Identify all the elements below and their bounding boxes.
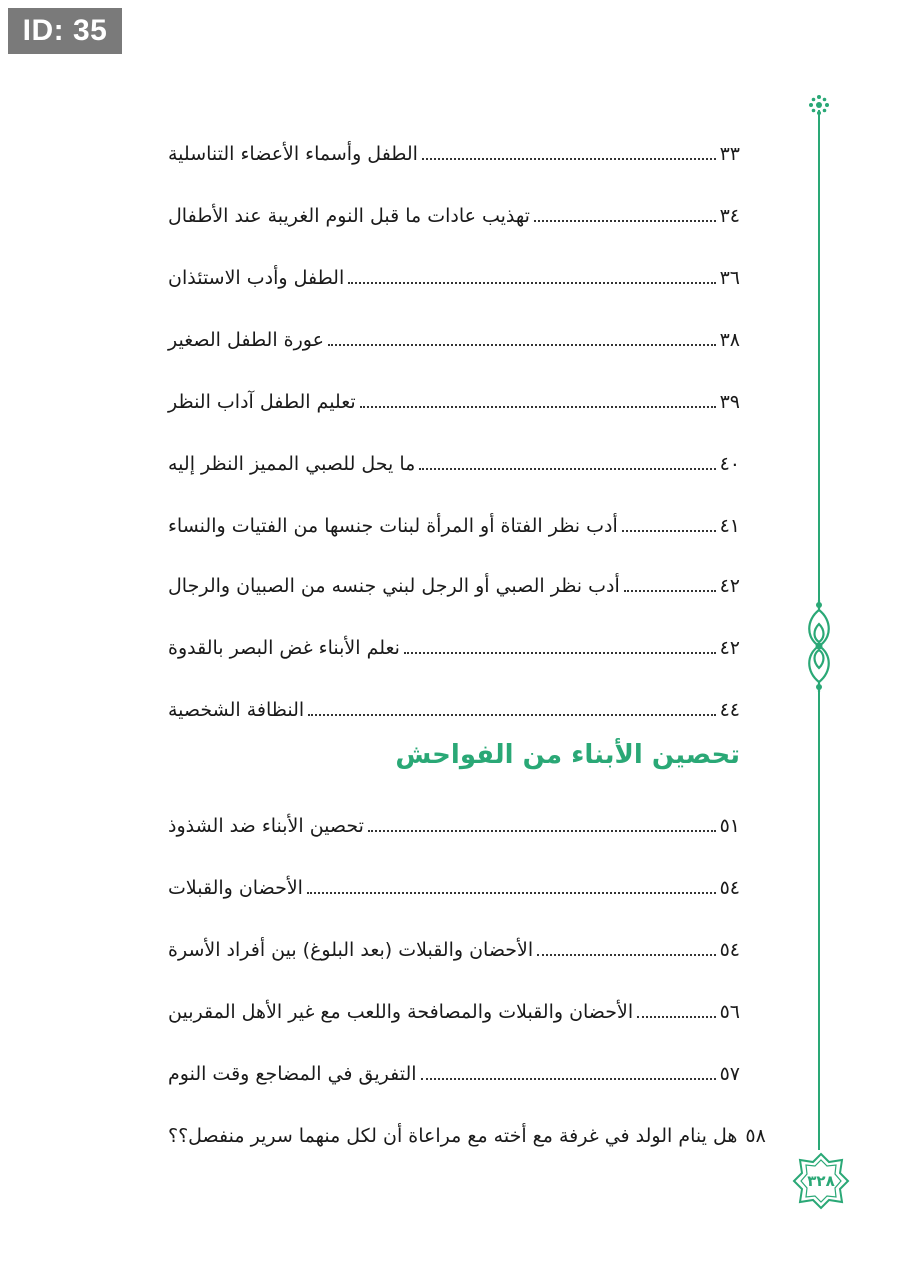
toc-entry-page: ٣٩ xyxy=(719,391,740,413)
toc-leader-dots xyxy=(622,530,716,532)
toc-entry-page: ٣٣ xyxy=(719,143,740,165)
toc-leader-dots xyxy=(308,714,715,716)
toc-entry xyxy=(166,924,740,964)
toc-entry-title: تهذيب عادات ما قبل النوم الغريبة عند الأطفال xyxy=(168,205,530,227)
page-number: ٣٢٨ xyxy=(807,1172,835,1190)
toc-entry-title: تعليم الطفل آداب النظر xyxy=(168,391,356,413)
toc-entry-page: ٤٠ xyxy=(719,453,740,475)
toc-entry-title: الأحضان والقبلات xyxy=(168,877,303,899)
toc-entry-title: ما يحل للصبي المميز النظر إليه xyxy=(168,453,416,475)
toc-entry-title: هل ينام الولد في غرفة مع أخته مع مراعاة أن لكل منهما سرير منفصل؟؟ xyxy=(168,1125,738,1147)
toc-leader-dots xyxy=(421,1078,716,1080)
toc-entry-page: ٥٤ xyxy=(719,939,740,961)
toc-entry xyxy=(166,500,740,540)
toc-entry-title: التفريق في المضاجع وقت النوم xyxy=(168,1063,417,1085)
toc-entry xyxy=(166,190,740,230)
toc-entry xyxy=(166,560,740,600)
toc-entry xyxy=(166,986,740,1026)
toc-entry-title: نعلم الأبناء غض البصر بالقدوة xyxy=(168,637,400,659)
toc-entry-title: أدب نظر الفتاة أو المرأة لبنات جنسها من الفتيات والنساء xyxy=(168,515,618,537)
toc-entry-page: ٣٨ xyxy=(719,329,740,351)
toc-entry-page: ٥٦ xyxy=(719,1001,740,1023)
toc-entry xyxy=(166,1048,740,1088)
toc-entry xyxy=(166,622,740,662)
toc-entry-title: عورة الطفل الصغير xyxy=(168,329,324,351)
toc-entry-title: أدب نظر الصبي أو الرجل لبني جنسه من الصبيان والرجال xyxy=(168,575,620,597)
toc-entry-page: ٤٤ xyxy=(719,699,740,721)
toc-entry-title: تحصين الأبناء ضد الشذوذ xyxy=(168,815,364,837)
toc-leader-dots xyxy=(360,406,716,408)
toc-leader-dots xyxy=(422,158,716,160)
toc-leader-dots xyxy=(368,830,716,832)
toc-leader-dots xyxy=(404,652,716,654)
toc-entry-page: ٥٨ xyxy=(745,1125,766,1147)
toc-entry-page: ٤٢ xyxy=(719,637,740,659)
image-id-badge: ID: 35 xyxy=(8,8,122,54)
toc-entry-page: ٥٧ xyxy=(719,1063,740,1085)
toc-entry xyxy=(166,314,740,354)
toc-entry-title: الأحضان والقبلات والمصافحة واللعب مع غير الأهل المقربين xyxy=(168,1001,634,1023)
toc-entry xyxy=(166,128,740,168)
toc-entry-page: ٤٢ xyxy=(719,575,740,597)
toc-entry-page: ٥١ xyxy=(719,815,740,837)
toc-leader-dots xyxy=(307,892,716,894)
ornament-flower-icon xyxy=(808,94,830,116)
toc-entry xyxy=(166,252,740,292)
toc-entry-page: ٥٤ xyxy=(719,877,740,899)
toc-leader-dots xyxy=(624,590,716,592)
toc-entry xyxy=(166,376,740,416)
toc-leader-dots xyxy=(419,468,715,470)
toc-entry-title: النظافة الشخصية xyxy=(168,699,305,721)
toc-entry xyxy=(166,438,740,478)
toc-leader-dots xyxy=(348,282,715,284)
toc-entry xyxy=(166,1110,766,1150)
toc-leader-dots xyxy=(328,344,716,346)
ornament-medallion-icon xyxy=(800,600,838,692)
toc-leader-dots xyxy=(637,1016,715,1018)
toc-entry-title: الطفل وأدب الاستئذان xyxy=(168,267,345,289)
toc-entry-title: الأحضان والقبلات (بعد البلوغ) بين أفراد الأسرة xyxy=(168,939,534,961)
toc-leader-dots xyxy=(534,220,716,222)
toc-entry xyxy=(166,862,740,902)
section-heading: تحصين الأبناء من الفواحش xyxy=(395,740,740,770)
toc-entry xyxy=(166,800,740,840)
toc-entry xyxy=(166,684,740,724)
toc-leader-dots xyxy=(537,954,715,956)
toc-entry-page: ٣٦ xyxy=(719,267,740,289)
toc-entry-page: ٤١ xyxy=(719,515,740,537)
toc-entry-page: ٣٤ xyxy=(719,205,740,227)
toc-entry-title: الطفل وأسماء الأعضاء التناسلية xyxy=(168,143,418,165)
